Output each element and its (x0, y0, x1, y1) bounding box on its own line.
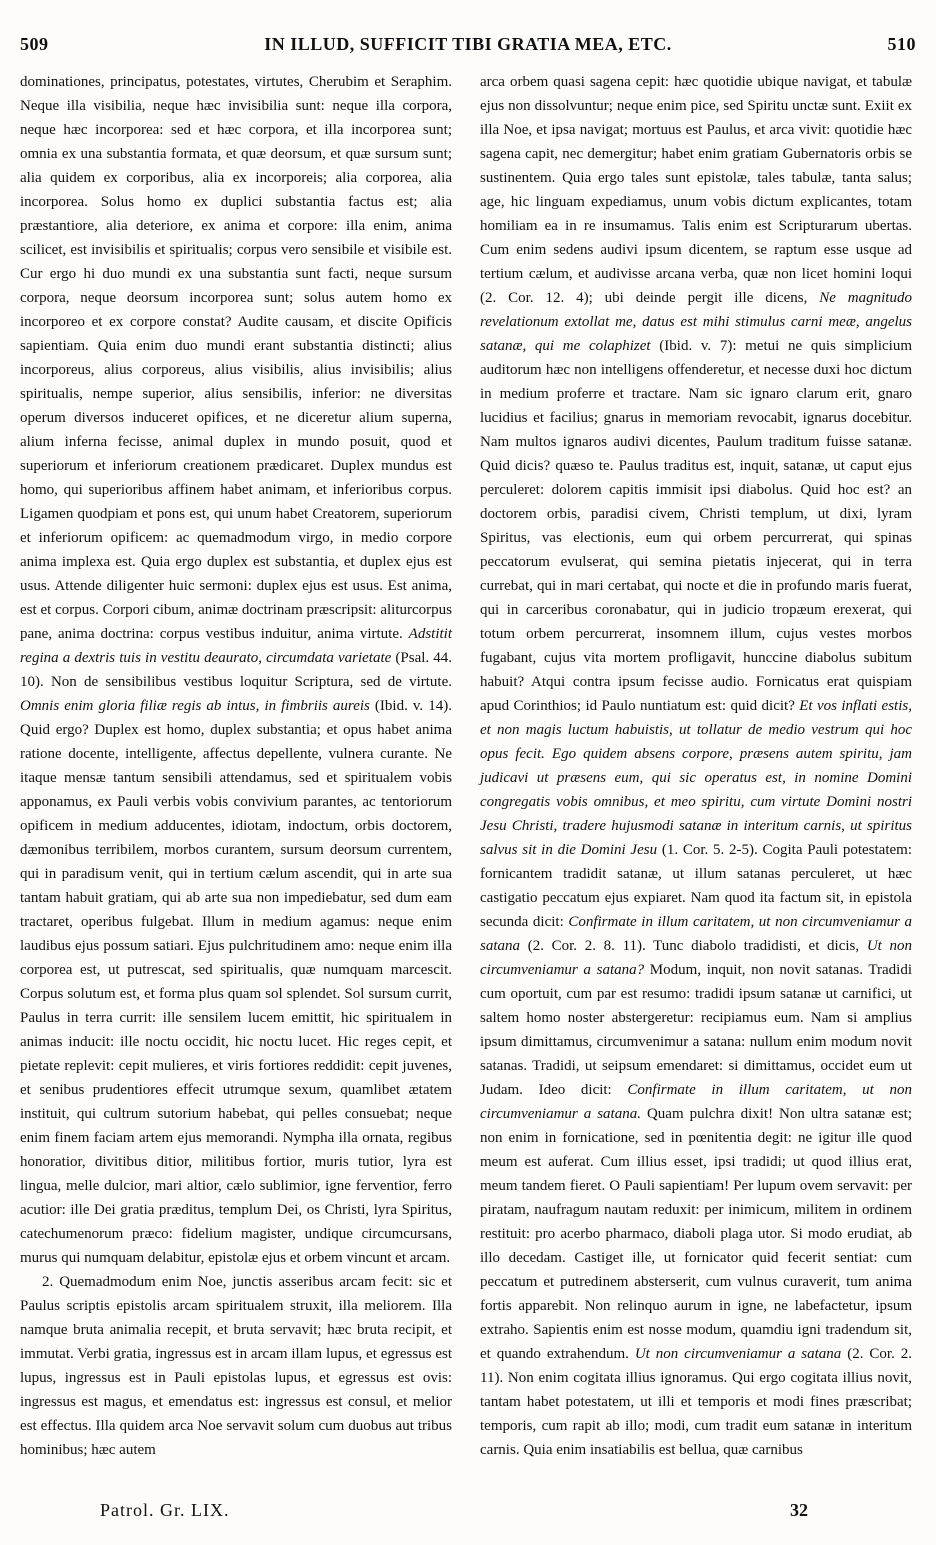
paragraph: 2. Quemadmodum enim Noe, junctis asseribus arcam fecit: sic et Paulus scriptis epistolis arcam spiritualem struxit, illa meliorem. Illa namque bruta animalia recepit, et bruta servavit; hæc bruta recipit, et immutat. Verbi gratia, ingressus est in arcam illam lupus, et egressus est lupus, ingressus est in Pauli epistolas lupus, et egressus est ovis: ingressus est magus, et emendatus est: ingressus est consul, et melior est effectus. Illa quidem arca Noe servavit solum cum duobus aut tribus hominibus; hæc autem (20, 1274, 452, 1458)
paragraph: dominationes, principatus, potestates, virtutes, Cherubim et Seraphim. Neque illa visibilia, neque hæc invisibilia sunt: neque illa corpora, neque hæc incorporea: sed et hæc corpora, et illa incorporea sunt; omnia ex una substantia formata, et quæ deorsum, et quæ sursum sunt; alia quidem ex corporibus, alia ex incorporeis; alia corporea, alia incorporea. Solus homo ex duplici substantia factus est; alia præstantiore, alia deteriore, ex anima et corpore: illa enim, anima scilicet, est invisibilis et spiritualis; corpus vero sensibile et visibile est. Cur ergo hi duo mundi ex una substantia sunt facti, neque sursum corpora, neque deorsum incorporea sunt; solus autem homo ex incorporeo et ex corpore constat? Audite causam, et discite Opificis sapientiam. Quia enim duo mundi erant substantia distincti; alius incorporeus, alius corporeus, alius visibilis, alius invisibilis; alius spiritualis, nempe superior, alius sensibilis, inferior: ne diversitas operum diversos induceret opifices, et ne diceretur alium superna, alium inferna fecisse, animal duplex in mundo posuit, quod et superiorum et inferiorum creationem prædicaret. Duplex mundus est homo, qui superioribus affinem habet animam, et inferioribus corpus. Ligamen quodpiam et pons est, qui unum habet Creatorem, superiorum et inferiorum opificem: ac quemadmodum virgo, in medio corpore anima implexa est. Quia ergo duplex est substantia, et duplex ejus est usus. Attende diligenter huic sermoni: duplex ejus est usus. Est anima, est et corpus. Corpori cibum, animæ doctrinam præscripsit: aliturcorpus pane, anima doctrina: corpus vestibus induitur, anima virtute. Adstitit regina a dextris tuis in vestitu deaurato, circumdata varietate (Psal. 44. 10). Non de sensibilibus vestibus loquitur Scriptura, sed de virtute. Omnis enim gloria filiæ regis ab intus, in fimbriis aureis (Ibid. v. 14). Quid ergo? Duplex est homo, duplex substantia; et opus habet anima ratione docente, intelligente, affectus depellente, vulnera curante. Ne itaque mensæ tantum sensibili attendamus, sed et spiritualem vobis apponamus, ex Pauli verbis vobis convivium parantes, ac tentoriorum opificem in medium adducentes, idiotam, indoctum, orbis doctorem, dæmonibus terribilem, morbos curantem, sursum deorsum currentem, qui in paradisum venit, qui in tertium cælum ascendit, qui in arte sua tantam habuit gratiam, qui ab arte sua non impediebatur, sed dum eam tractaret, operibus fulgebat. Illum in medium agamus: neque enim laudibus ejus possum satiari. Ejus pulchritudinem amo: neque enim illa corporea est, ut putrescat, sed spiritualis, quæ numquam marcescit. Corpus solutum est, et forma plus quam sol splendet. Sol sursum currit, Paulus in terra currit: ille sensilem lucem emittit, hic spiritualem in animas inducit: ille noctu occidit, hic noctu lucet. Hic reges cepit, et pietate replevit: cepit mulieres, et viris fortiores reddidit: cepit juvenes, et senibus prudentiores effecit utrumque sexum, quamlibet ætatem instituit, qui cultrum sutorium habebat, qui pelles consuebat; neque enim finem faciam artem ejus memorandi. Nympha illa ornata, regibus honoratior, divitibus ditior, militibus fortior, muris tutior, lyra est lingua, melle dulcior, mari altior, cælo sublimior, igne ferventior, ferro acutior: ille Dei gratia præditus, templum Dei, os Christi, lyra Spiritus, catechumenorum præco: fidelium magister, undique circumcursans, murus qui numquam delabitur, epistolæ ejus et orbem vincunt et arcam. (20, 74, 452, 1266)
running-title: IN ILLUD, SUFFICIT TIBI GRATIA MEA, ETC. (264, 34, 672, 54)
footer-series: Patrol. Gr. LIX. (100, 1500, 230, 1520)
paragraph: arca orbem quasi sagena cepit: hæc quotidie ubique navigat, et tabulæ ejus non dissolvuntur; neque enim pice, sed Spiritu unctæ sunt. Exiit ex illa Noe, et ipsa navigat; mortuus est Paulus, et arca vivit: quotidie hæc sagena capit, nec demergitur; habet enim gratiam Gubernatoris orbis se sustinentem. Quia ergo tales sunt epistolæ, tales tabulæ, tanta salus; age, hic linguam expediamus, unum vobis dictum explicantes, totam homiliam ea in re insumamus. Talis enim est Scripturarum ubertas. Cum enim sedens audivi ipsum dicentem, se raptum esse usque ad tertium cælum, et audivisse arcana verba, quæ non licet homini loqui (2. Cor. 12. 4); ubi deinde pergit ille dicens, Ne magnitudo revelationum extollat me, datus est mihi stimulus carni meæ, angelus satanæ, qui me colaphizet (Ibid. v. 7): metui ne quis simplicium auditorum hæc non intelligens offenderetur, et necesse duxi hoc dictum in medium proferre et tractare. Nam sic ignaro clarum erit, gnaro lucidius et facilius; gnarus in memoriam revocabit, ignarus docebitur. Nam multos ignaros audivi dicentes, Paulum traditum fuisse satanæ. Quid dicis? quæso te. Paulus traditus est, inquit, satanæ, ut caput ejus perculeret: dolorem capitis immisit ipsi diabolus. Quid hoc est? an doctorem orbis, paradisi civem, Christi templum, ut dixi, lyram Spiritus, vas electionis, eum qui orbem percurrerat, qui spinas peccatorum evulserat, qui semina pietatis injecerat, qui in terra currebat, qui in mari certabat, qui nocte et die in profundo maris fuerat, qui in carceribus coronabatur, qui in judicio tropæum erexerat, qui totum orbem percurrerat, insomnem illum, cujus vestes morbos fugabant, cujus vita mortem profligavit, hunccine diabolus subitum habuit? Atqui contra ipsum fecisse audio. Fornicatus erat quispiam apud Corinthios; id Paulo nuntiatum est: quid dicit? Et vos inflati estis, et non magis luctum habuistis, ut tollatur de medio vestrum qui hoc opus fecit. Ego quidem absens corpore, præsens autem spiritu, jam judicavi ut præsens eum, qui sic operatus est, in nomine Domini congregatis vobis omnibus, et meo spiritu, cum virtute Domini nostri Jesu Christi, tradere hujusmodi satanæ in interitum carnis, ut spiritus salvus sit in die Domini Jesu (1. Cor. 5. 2-5). Cogita Pauli potestatem: fornicantem tradidit satanæ, ut illum satanas perculeret, ut hæc castigatio peccatum ejus expiaret. Nam quod ita factum sit, in epistola secunda dicit: Confirmate in illum caritatem, ut non circumveniamur a satana (2. Cor. 2. 8. 11). Tunc diabolo tradidisti, et dicis, Ut non circumveniamur a satana? Modum, inquit, non novit satanas. Tradidi cum oportuit, cum par est resumo: tradidi ipsum satanæ ut carnifici, ut saltem homo noster abstergeretur: recipiamus eum. Nam si amplius ipsum dimittamus, circumvenimur a satana: nullum enim modum novit satanas. Tradidi, ut seipsum emendaret: si dimittamus, occidet eum ut Judam. Ideo dicit: Confirmate in illum caritatem, ut non circumveniamur a satana. Quam pulchra dixit! Non ultra satanæ est; non enim in fornicatione, sed in pœnitentia degit: ne igitur ille quod meum est auferat. Cum illius esset, ipsi tradidi; ut quod illius erat, meum tandem fieret. O Pauli sapientiam! Per lupum ovem servavit: per piratam, naufragum nautam reduxit: per inimicum, militem in ordinem restituit: pro acerbo pharmaco, diaboli plaga utor. Si modo erudiat, ab illo decedam. Castiget ille, ut fornicator quid fecerit sentiat: cum peccatum et putredinem absterserit, cum vulnus curaverit, tum anima fortis apparebit. Non relinquo aurum in igne, ne labefactetur, ipsum extraho. Sapientis enim est nosse modum, quamdiu igni tradendum sit, et quando extrahendum. Ut non circumveniamur a satana (2. Cor. 2. 11). Non enim cogitata illius ignoramus. Qui ergo cogitata illius novit, tantam habet potestatem, ut illi et temporis et modi fines præscribat; temporis, cum rapit ab illo; modi, cum tradit eum satanæ in interitum carnis. Quia enim insatiabilis est bellua, quæ carnibus (480, 74, 913, 1458)
page-number-right: 510 (887, 34, 916, 54)
page (20, 30, 916, 1530)
right-column (480, 70, 912, 1462)
footer (20, 1500, 916, 1530)
left-column (20, 70, 452, 1462)
footer-signature-number: 32 (790, 1500, 808, 1520)
running-header (20, 30, 916, 60)
page-number-left: 509 (20, 34, 49, 54)
